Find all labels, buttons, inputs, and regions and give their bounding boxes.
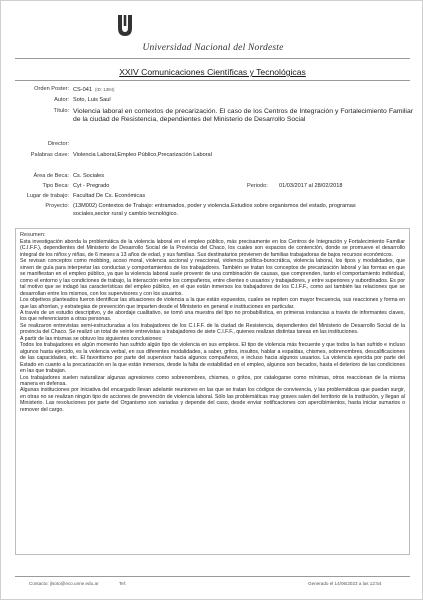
event-title: XXIV Comunicaciones Científicas y Tecnológicas bbox=[119, 67, 306, 77]
field-value: Cs. Sociales bbox=[73, 173, 105, 179]
summary-paragraph: Se realizaron entrevistas semi-estructuradas a los trabajadores de los C.I.F.F. de la ciudad de Resistencia, dependientes del Ministerio de Desarrollo Social de la provincia del Chaco. Se realizó un total de veinte entrevistas a trabajadores de siete C.I.F.F., quienes realizan distintas tareas en las instituciones. bbox=[20, 322, 405, 336]
summary-paragraph: Algunas instituciones por iniciativa del encargado llevan adelante reuniones en las que se tratan los códigos de convivencia, y las problemáticas que puedan surgir, en otras no se realizan ningún tipo de acciones de prevención de violencia laboral. Sólo las problemáticas muy graves salen del territorio de la institución, y llegan al Ministerio. Las resoluciones por parte del Organismo son variadas y depende del caso, desde enviar notificaciones con apercibimientos, hasta iniciar sumarios o remover del cargo. bbox=[20, 387, 405, 413]
summary-paragraph: Los objetivos planteados fueron identificar las situaciones de violencia a la que están expuestos, cuales se repiten con mayor frecuencia, sus reacciones y forma en que las afrontan, y estrategias de prevención que imparten desde el Ministerio en general e instituciones en particular. bbox=[20, 297, 405, 310]
summary-box bbox=[15, 228, 410, 555]
field-label: Título: bbox=[53, 108, 69, 114]
university-logo-icon bbox=[117, 14, 133, 38]
footer-divider bbox=[15, 576, 410, 577]
field-value: Facultad De Cs. Económicas bbox=[73, 193, 146, 199]
field-label: Autor: bbox=[54, 97, 69, 103]
field-value: Violencia laboral en contextos de precarización. El caso de los Centros de Integración y Fortalecimiento Familiar de la ciudad de Resistencia, dependientes del Ministerio de Desarrollo Social bbox=[73, 108, 413, 124]
field-label: Orden Poster: bbox=[34, 86, 69, 92]
summary-paragraph: A través de un estudio descriptivo, y de abordaje cualitativo, se tomó una muestra del tipo no probabilística, en primeras instancias a través de informantes claves, los que referenciaron a otras personas. bbox=[20, 309, 405, 323]
field-value: Violencia Laboral,Empleo Público,Precarización Laboral bbox=[73, 152, 212, 158]
summary-paragraph: A partir de las mismas se obtuvo los siguientes conclusiones: bbox=[20, 335, 163, 342]
field-value: CS-041 (ID: 1394) bbox=[73, 87, 115, 93]
footer-contact: Contacto: jlsoto@eco.unne.edu.ar bbox=[29, 581, 99, 586]
field-label: Área de Beca: bbox=[33, 173, 69, 179]
field-label: Tipo Beca: bbox=[42, 183, 69, 189]
summary-text bbox=[20, 239, 405, 413]
footer-tel: Tel: bbox=[119, 581, 127, 586]
summary-paragraph: Todos los trabajadores en algún momento han sufrido algún tipo de violencia en sus empleos. El tipo de violencia más frecuente y que todos la han sufrido e incluso algunos hasta ejercido, es la violencia verbal, en sus diferentes modalidades, a saber, gritos, insultos, hablar a espaldas, chismes, sobrenombres, descalificaciones de las capacidades, etc. El favoritismo por parte del supervisor hacia algunos compañeros, e incluso hacia algunos usuarios. La violencia ejercida por parte del Estado en cuanto a la precarización en la que están inmersos, desde la falta de estabilidad en el empleo, algunos son becados, hasta el deterioro de las condiciones en las que trabajan. bbox=[20, 342, 405, 375]
field-label: Palabras clave: bbox=[30, 152, 69, 158]
summary-label: Resumen: bbox=[20, 232, 46, 238]
header-divider bbox=[15, 58, 410, 59]
field-value: Cyt - Pregrado bbox=[73, 183, 110, 189]
field-value-line2: sociales,sector rural y cambio tecnológico. bbox=[73, 211, 179, 217]
field-label: Director: bbox=[47, 141, 69, 147]
field-label: Proyecto: bbox=[45, 203, 69, 209]
field-value-line1: (13M002) Contextos de Trabajo: entramados, poder y violencia.Estudios sobre organismos del estado, programas bbox=[73, 203, 356, 209]
field-value: Soto, Luis Saul bbox=[73, 97, 111, 103]
title-divider bbox=[15, 80, 410, 81]
poster-id: (ID: 1394) bbox=[94, 87, 115, 92]
university-name: Universidad Nacional del Nordeste bbox=[142, 43, 284, 53]
footer-generated: Generado el 14/06/2023 a las 12:54 bbox=[308, 581, 382, 586]
summary-paragraph: Se revisan conceptos como mobbing, acoso moral, violencia accional y reaccional, violencia política-burocrática, violencia laboral, los tipos y modalidades, que sirven de guía para interpretar las conductas y comportamientos de los trabajadores. También se tratan los conceptos de precarización laboral y las formas en que se manifiestan en el empleo público, ya que la violencia laboral suele provenir de una combinación de causas, que comprenden, tanto el comportamiento individual, como el entorno y las condiciones de trabajo, la interacción entre los compañeros, entre clientes o usuarios y trabajadores, y entre superiores y subordinados. Es por tal motivo que se indagó las características del empleo público, en el que están inmersos los trabajadores de los C.I.F.F., como así también las relaciones que se desarrollan entre los mismos, con los supervisores y con los usuarios. bbox=[20, 258, 405, 297]
field-label: Lugar de trabajo: bbox=[26, 193, 69, 199]
periodo-value: 01/03/2017 al 28/02/2018 bbox=[279, 183, 343, 189]
summary-paragraph: Esta investigación aborda la problemática de la violencia laboral en el empleo público, más precisamente en los Centros de Integración y Fortalecimiento Familiar (C.I.F.F.), dependientes del Ministerio de Desarrollo Social de la Provincia del Chaco, los cuales son espacios de contención, donde se promueve el desarrollo integral de los niños y niñas, de 6 meses a 13 años de edad, y sus familias. Sus destinatarios provienen de familias trabajadoras de bajos recursos económicos. bbox=[20, 239, 405, 258]
summary-paragraph: Los trabajadores suelen naturalizar algunas agresiones como sobrenombres, chismes, o gritos, por catalogarse como mínimas, otros reaccionan de la misma manera en defensa. bbox=[20, 374, 405, 387]
periodo-label: Periodo: bbox=[247, 183, 268, 189]
